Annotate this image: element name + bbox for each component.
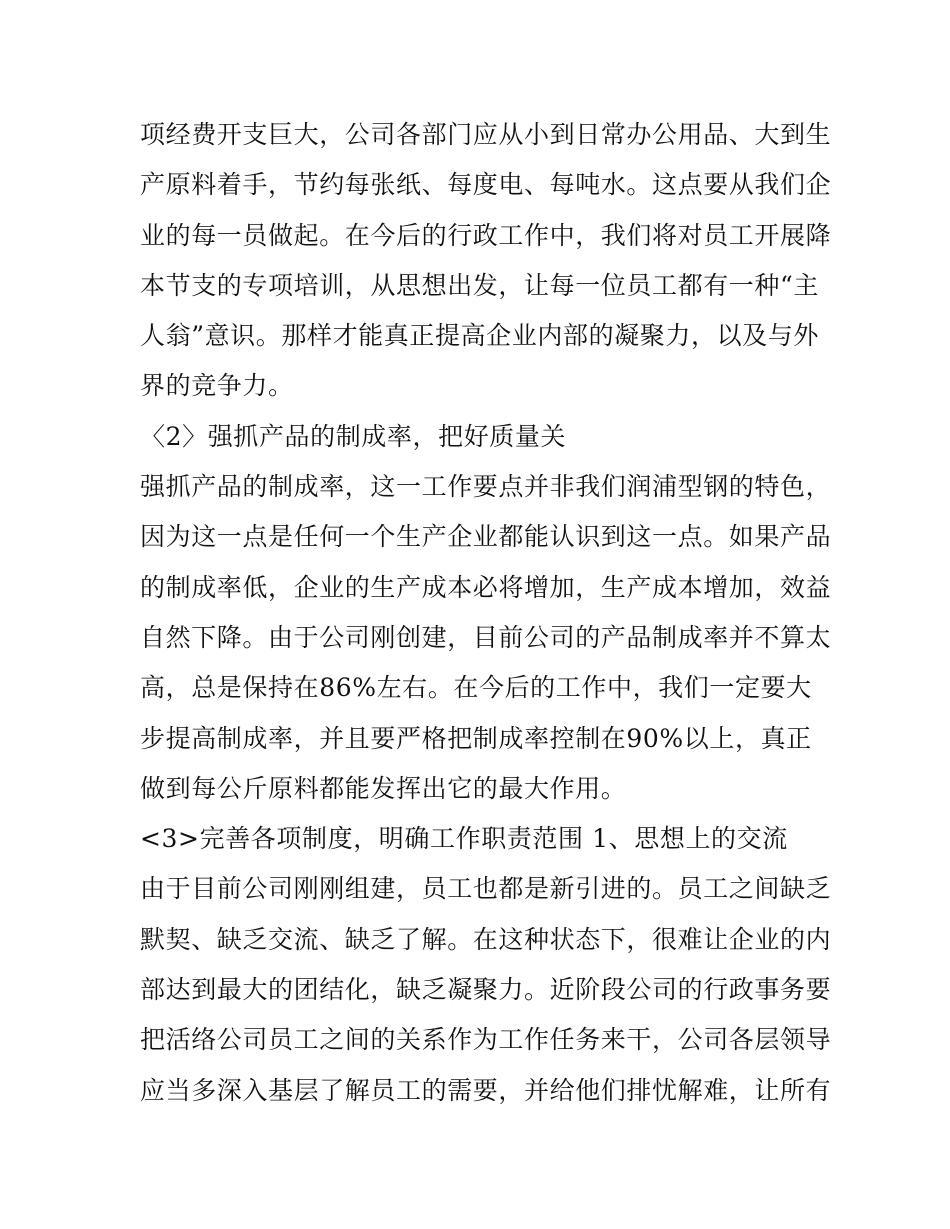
paragraph-line-20: 应当多深入基层了解员工的需要，并给他们排忧解难，让所有	[140, 1075, 832, 1105]
paragraph-line-5: 人翁”意识。那样才能真正提高企业内部的凝聚力，以及与外	[140, 321, 819, 351]
paragraph-line-10: 的制成率低，企业的生产成本必将增加，生产成本增加，效益	[140, 572, 832, 602]
paragraph-line-17: 默契、缺乏交流、缺乏了解。在这种状态下，很难让企业的内	[140, 924, 832, 954]
paragraph-line-19: 把活络公司员工之间的关系作为工作任务来干，公司各层领导	[140, 1025, 832, 1055]
paragraph-line-1: 项经费开支巨大，公司各部门应从小到日常办公用品、大到生	[140, 120, 832, 149]
paragraph-line-9: 因为这一点是任何一个生产企业都能认识到这一点。如果产品	[140, 522, 832, 552]
paragraph-line-18: 部达到最大的团结化，缺乏凝聚力。近阶段公司的行政事务要	[140, 975, 832, 1005]
section-heading-3: <3>完善各项制度，明确工作职责范围 1、思想上的交流	[140, 824, 788, 854]
paragraph-line-8: 强抓产品的制成率，这一工作要点并非我们润浦型钢的特色，	[140, 472, 832, 502]
paragraph-line-13: 步提高制成率，并且要严格把制成率控制在90%以上，真正	[140, 723, 812, 753]
section-heading-2: 〈2〉强抓产品的制成率，把好质量关	[140, 421, 567, 451]
paragraph-line-4: 本节支的专项培训，从思想出发，让每一位员工都有一种“主	[140, 270, 819, 300]
paragraph-line-6: 界的竞争力。	[140, 371, 294, 401]
paragraph-line-16: 由于目前公司刚刚组建，员工也都是新引进的。员工之间缺乏	[140, 874, 832, 904]
paragraph-line-11: 自然下降。由于公司刚创建，目前公司的产品制成率并不算太	[140, 622, 832, 652]
document-body	[140, 110, 832, 1116]
paragraph-line-3: 业的每一员做起。在今后的行政工作中，我们将对员工开展降	[140, 220, 832, 250]
paragraph-line-2: 产原料着手，节约每张纸、每度电、每吨水。这点要从我们企	[140, 170, 832, 200]
paragraph-line-14: 做到每公斤原料都能发挥出它的最大作用。	[140, 773, 627, 803]
paragraph-line-12: 高，总是保持在86%左右。在今后的工作中，我们一定要大	[140, 673, 812, 703]
